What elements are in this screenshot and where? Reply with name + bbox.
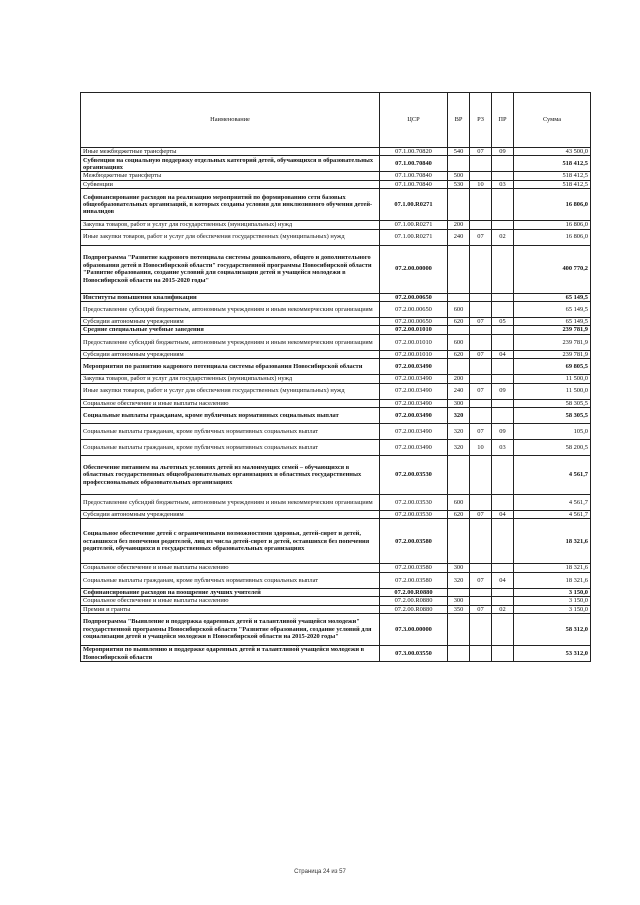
cell-name: Субвенции [81,180,380,188]
cell-pr: 05 [492,318,514,326]
table-row [81,597,591,605]
table-row [81,495,591,511]
table-row [81,350,591,358]
cell-pr [492,614,514,646]
cell-csr: 07.2.00.03490 [380,359,448,375]
cell-sum: 58 305,5 [514,399,591,407]
table-row [81,572,591,588]
cell-pr [492,293,514,301]
cell-rz [470,646,492,662]
cell-vr: 600 [448,302,470,318]
cell-pr [492,334,514,350]
cell-rz [470,495,492,511]
table-row [81,180,591,188]
budget-table [80,92,591,662]
cell-vr [448,156,470,172]
cell-sum: 65 149,5 [514,302,591,318]
cell-name: Обеспечение питанием на льготных условиях детей из малоимущих семей – обучающихся в областных государственных общеобразовательных организациях и областных государственных профессиональных образовательных организациях [81,456,380,495]
cell-name: Субсидии автономным учреждениям [81,350,380,358]
cell-pr: 04 [492,350,514,358]
cell-pr: 04 [492,572,514,588]
cell-vr [448,456,470,495]
cell-csr: 07.1.00.70840 [380,180,448,188]
cell-pr [492,375,514,383]
header-vr: ВР [448,93,470,148]
cell-name: Иные закупки товаров, работ и услуг для обеспечения государственных (муниципальных) нужд [81,229,380,245]
table-row [81,614,591,646]
cell-vr [448,359,470,375]
cell-csr: 07.2.00.00650 [380,318,448,326]
cell-name: Социальные выплаты гражданам, кроме публичных нормативных социальных выплат [81,440,380,456]
cell-name: Закупка товаров, работ и услуг для государственных (муниципальных) нужд [81,221,380,229]
cell-pr [492,302,514,318]
cell-pr: 03 [492,180,514,188]
cell-name: Средние специальные учебные заведения [81,326,380,334]
table-body [81,148,591,662]
cell-sum: 58 312,0 [514,614,591,646]
cell-pr [492,172,514,180]
cell-vr: 300 [448,597,470,605]
table-row [81,408,591,424]
cell-csr: 07.2.00.03580 [380,572,448,588]
table-row [81,564,591,572]
cell-name: Социальное обеспечение и иные выплаты населению [81,597,380,605]
cell-rz [470,245,492,293]
cell-sum: 3 150,0 [514,597,591,605]
cell-csr: 07.2.00.01010 [380,334,448,350]
cell-sum: 53 312,0 [514,646,591,662]
cell-sum: 400 770,2 [514,245,591,293]
cell-sum: 518 412,5 [514,156,591,172]
table-row [81,318,591,326]
cell-rz [470,614,492,646]
cell-pr [492,326,514,334]
cell-sum: 4 561,7 [514,511,591,519]
cell-vr [448,326,470,334]
cell-rz: 10 [470,440,492,456]
cell-name: Социальное обеспечение и иные выплаты населению [81,564,380,572]
cell-rz [470,359,492,375]
cell-name: Социальные выплаты гражданам, кроме публичных нормативных социальных выплат [81,408,380,424]
cell-name: Социальные выплаты гражданам, кроме публичных нормативных социальных выплат [81,572,380,588]
cell-pr [492,399,514,407]
cell-rz [470,564,492,572]
cell-rz [470,456,492,495]
cell-vr: 620 [448,511,470,519]
cell-pr [492,221,514,229]
cell-sum: 18 321,6 [514,519,591,564]
cell-pr [492,597,514,605]
cell-rz: 07 [470,229,492,245]
table-row [81,148,591,156]
table-header-row [81,93,591,148]
table-row [81,519,591,564]
cell-pr: 03 [492,440,514,456]
cell-csr: 07.2.00.03530 [380,456,448,495]
cell-name: Предоставление субсидий бюджетным, автономным учреждениям и иным некоммерческим организациям [81,334,380,350]
cell-sum: 239 781,9 [514,350,591,358]
cell-csr: 07.1.00.70840 [380,172,448,180]
table-row [81,456,591,495]
cell-sum: 11 500,0 [514,383,591,399]
cell-csr: 07.2.00.R0880 [380,597,448,605]
cell-rz [470,375,492,383]
cell-csr: 07.1.00.70820 [380,148,448,156]
cell-name: Иные межбюджетные трансферты [81,148,380,156]
cell-vr: 300 [448,399,470,407]
cell-name: Субсидии автономным учреждениям [81,511,380,519]
cell-rz [470,221,492,229]
cell-sum: 65 149,5 [514,318,591,326]
cell-rz [470,293,492,301]
cell-sum: 18 321,6 [514,564,591,572]
cell-name: Предоставление субсидий бюджетным, автономным учреждениям и иным некоммерческим организациям [81,495,380,511]
cell-pr: 04 [492,511,514,519]
cell-vr: 620 [448,318,470,326]
cell-csr: 07.1.00.R0271 [380,221,448,229]
table-row [81,359,591,375]
cell-vr: 200 [448,221,470,229]
table-row [81,172,591,180]
cell-vr: 320 [448,440,470,456]
cell-vr: 540 [448,148,470,156]
cell-csr: 07.2.00.03490 [380,440,448,456]
cell-rz: 07 [470,605,492,613]
cell-pr: 09 [492,148,514,156]
cell-sum: 3 150,0 [514,605,591,613]
cell-vr: 320 [448,408,470,424]
cell-csr: 07.2.00.R0880 [380,588,448,596]
cell-vr [448,588,470,596]
cell-name: Субвенции на социальную поддержку отдельных категорий детей, обучающихся в образовательных организациях [81,156,380,172]
cell-csr: 07.3.00.00000 [380,614,448,646]
table-row [81,511,591,519]
cell-vr: 350 [448,605,470,613]
cell-rz [470,519,492,564]
cell-pr [492,189,514,221]
cell-csr: 07.2.00.03580 [380,564,448,572]
table-row [81,646,591,662]
cell-name: Закупка товаров, работ и услуг для государственных (муниципальных) нужд [81,375,380,383]
header-csr: ЦСР [380,93,448,148]
cell-rz [470,189,492,221]
table-row [81,588,591,596]
cell-rz [470,408,492,424]
cell-vr: 600 [448,495,470,511]
cell-name: Иные закупки товаров, работ и услуг для обеспечения государственных (муниципальных) нужд [81,383,380,399]
cell-sum: 3 150,0 [514,588,591,596]
table-row [81,156,591,172]
cell-vr: 320 [448,424,470,440]
cell-rz: 07 [470,148,492,156]
cell-vr: 240 [448,383,470,399]
cell-pr: 02 [492,605,514,613]
header-pr: ПР [492,93,514,148]
cell-csr: 07.2.00.R0880 [380,605,448,613]
cell-name: Мероприятия по развитию кадрового потенциала системы образования Новосибирской области [81,359,380,375]
cell-vr: 240 [448,229,470,245]
header-rz: РЗ [470,93,492,148]
cell-pr [492,519,514,564]
cell-sum: 18 321,6 [514,572,591,588]
header-name: Наименование [81,93,380,148]
cell-pr [492,564,514,572]
page-footer: Страница 24 из 57 [294,869,346,875]
cell-pr [492,245,514,293]
cell-csr: 07.2.00.03490 [380,399,448,407]
cell-csr: 07.1.00.R0271 [380,189,448,221]
table-row [81,229,591,245]
cell-csr: 07.2.00.03490 [380,408,448,424]
table-row [81,221,591,229]
cell-sum: 239 781,9 [514,326,591,334]
cell-sum: 69 805,5 [514,359,591,375]
header-sum: Сумма [514,93,591,148]
cell-vr [448,519,470,564]
cell-pr [492,588,514,596]
table-row [81,383,591,399]
cell-rz: 07 [470,318,492,326]
cell-pr [492,646,514,662]
table-row [81,605,591,613]
cell-name: Премии и гранты [81,605,380,613]
cell-name: Предоставление субсидий бюджетным, автономным учреждениям и иным некоммерческим организациям [81,302,380,318]
cell-name: Социальное обеспечение и иные выплаты населению [81,399,380,407]
cell-vr [448,614,470,646]
cell-csr: 07.2.00.00650 [380,293,448,301]
cell-csr: 07.2.00.00650 [380,302,448,318]
cell-sum: 105,0 [514,424,591,440]
cell-name: Институты повышения квалификации [81,293,380,301]
cell-pr [492,456,514,495]
cell-name: Подпрограмма "Выявление и поддержка одаренных детей и талантливой учащейся молодежи" государственной программы Новосибирской области "Развитие образования, создание условий для социализации детей и учащейся молодежи в Новосибирской области на 2015-2020 годы" [81,614,380,646]
cell-rz: 07 [470,511,492,519]
cell-sum: 16 806,0 [514,229,591,245]
cell-rz [470,334,492,350]
cell-sum: 4 561,7 [514,495,591,511]
table-row [81,302,591,318]
cell-csr: 07.3.00.03550 [380,646,448,662]
cell-rz: 07 [470,383,492,399]
cell-csr: 07.1.00.R0271 [380,229,448,245]
table-row [81,399,591,407]
cell-rz [470,172,492,180]
cell-rz [470,156,492,172]
cell-csr: 07.1.00.70840 [380,156,448,172]
cell-vr [448,646,470,662]
cell-sum: 16 806,0 [514,189,591,221]
cell-vr: 620 [448,350,470,358]
cell-name: Подпрограмма "Развитие кадрового потенциала системы дошкольного, общего и дополнительного образования детей в Новосибирской области" государственной программы Новосибирской области "Развитие образования, создание условий для социализации детей и учащейся молодежи в Новосибирской области на 2015-2020 годы" [81,245,380,293]
cell-sum: 16 806,0 [514,221,591,229]
cell-name: Социальное обеспечение детей с ограниченными возможностями здоровья, детей-сирот и детей, оставшихся без попечения родителей, лиц из числа детей-сирот и детей, оставшихся без попечения родителей, обучающихся в государственных образовательных организациях [81,519,380,564]
cell-csr: 07.2.00.03490 [380,424,448,440]
cell-vr: 530 [448,180,470,188]
cell-vr [448,245,470,293]
cell-vr: 200 [448,375,470,383]
cell-sum: 58 305,5 [514,408,591,424]
cell-rz [470,597,492,605]
cell-csr: 07.2.00.03580 [380,519,448,564]
cell-vr: 600 [448,334,470,350]
cell-csr: 07.2.00.01010 [380,326,448,334]
cell-sum: 518 412,5 [514,172,591,180]
cell-sum: 58 200,5 [514,440,591,456]
cell-pr [492,359,514,375]
cell-rz [470,326,492,334]
table-row [81,326,591,334]
cell-sum: 239 781,9 [514,334,591,350]
cell-rz: 07 [470,350,492,358]
table-row [81,245,591,293]
cell-csr: 07.2.00.03490 [380,375,448,383]
cell-rz [470,588,492,596]
cell-rz: 10 [470,180,492,188]
cell-csr: 07.2.00.03490 [380,383,448,399]
table-row [81,440,591,456]
cell-sum: 65 149,5 [514,293,591,301]
cell-rz: 07 [470,424,492,440]
cell-pr [492,408,514,424]
cell-csr: 07.2.00.01010 [380,350,448,358]
cell-vr [448,189,470,221]
cell-vr [448,293,470,301]
cell-sum: 43 500,0 [514,148,591,156]
cell-pr [492,156,514,172]
cell-csr: 07.2.00.03530 [380,495,448,511]
cell-sum: 11 500,0 [514,375,591,383]
cell-pr: 09 [492,424,514,440]
table-row [81,293,591,301]
cell-name: Софинансирование расходов на поощрение лучших учителей [81,588,380,596]
cell-sum: 518 412,5 [514,180,591,188]
cell-sum: 4 561,7 [514,456,591,495]
cell-name: Субсидии автономным учреждениям [81,318,380,326]
cell-name: Социальные выплаты гражданам, кроме публичных нормативных социальных выплат [81,424,380,440]
cell-vr: 300 [448,564,470,572]
cell-rz [470,399,492,407]
cell-name: Мероприятия по выявлению и поддержке одаренных детей и талантливой учащейся молодежи в Новосибирской области [81,646,380,662]
cell-rz: 07 [470,572,492,588]
cell-vr: 500 [448,172,470,180]
table-row [81,334,591,350]
cell-csr: 07.2.00.03530 [380,511,448,519]
table-row [81,189,591,221]
table-row [81,375,591,383]
cell-csr: 07.2.00.00000 [380,245,448,293]
cell-name: Софинансирование расходов на реализацию мероприятий по формированию сети базовых общеобразовательных организаций, в которых созданы условия для инклюзивного обучения детей-инвалидов [81,189,380,221]
cell-name: Межбюджетные трансферты [81,172,380,180]
table-row [81,424,591,440]
cell-pr: 09 [492,383,514,399]
cell-vr: 320 [448,572,470,588]
cell-pr: 02 [492,229,514,245]
cell-rz [470,302,492,318]
cell-pr [492,495,514,511]
